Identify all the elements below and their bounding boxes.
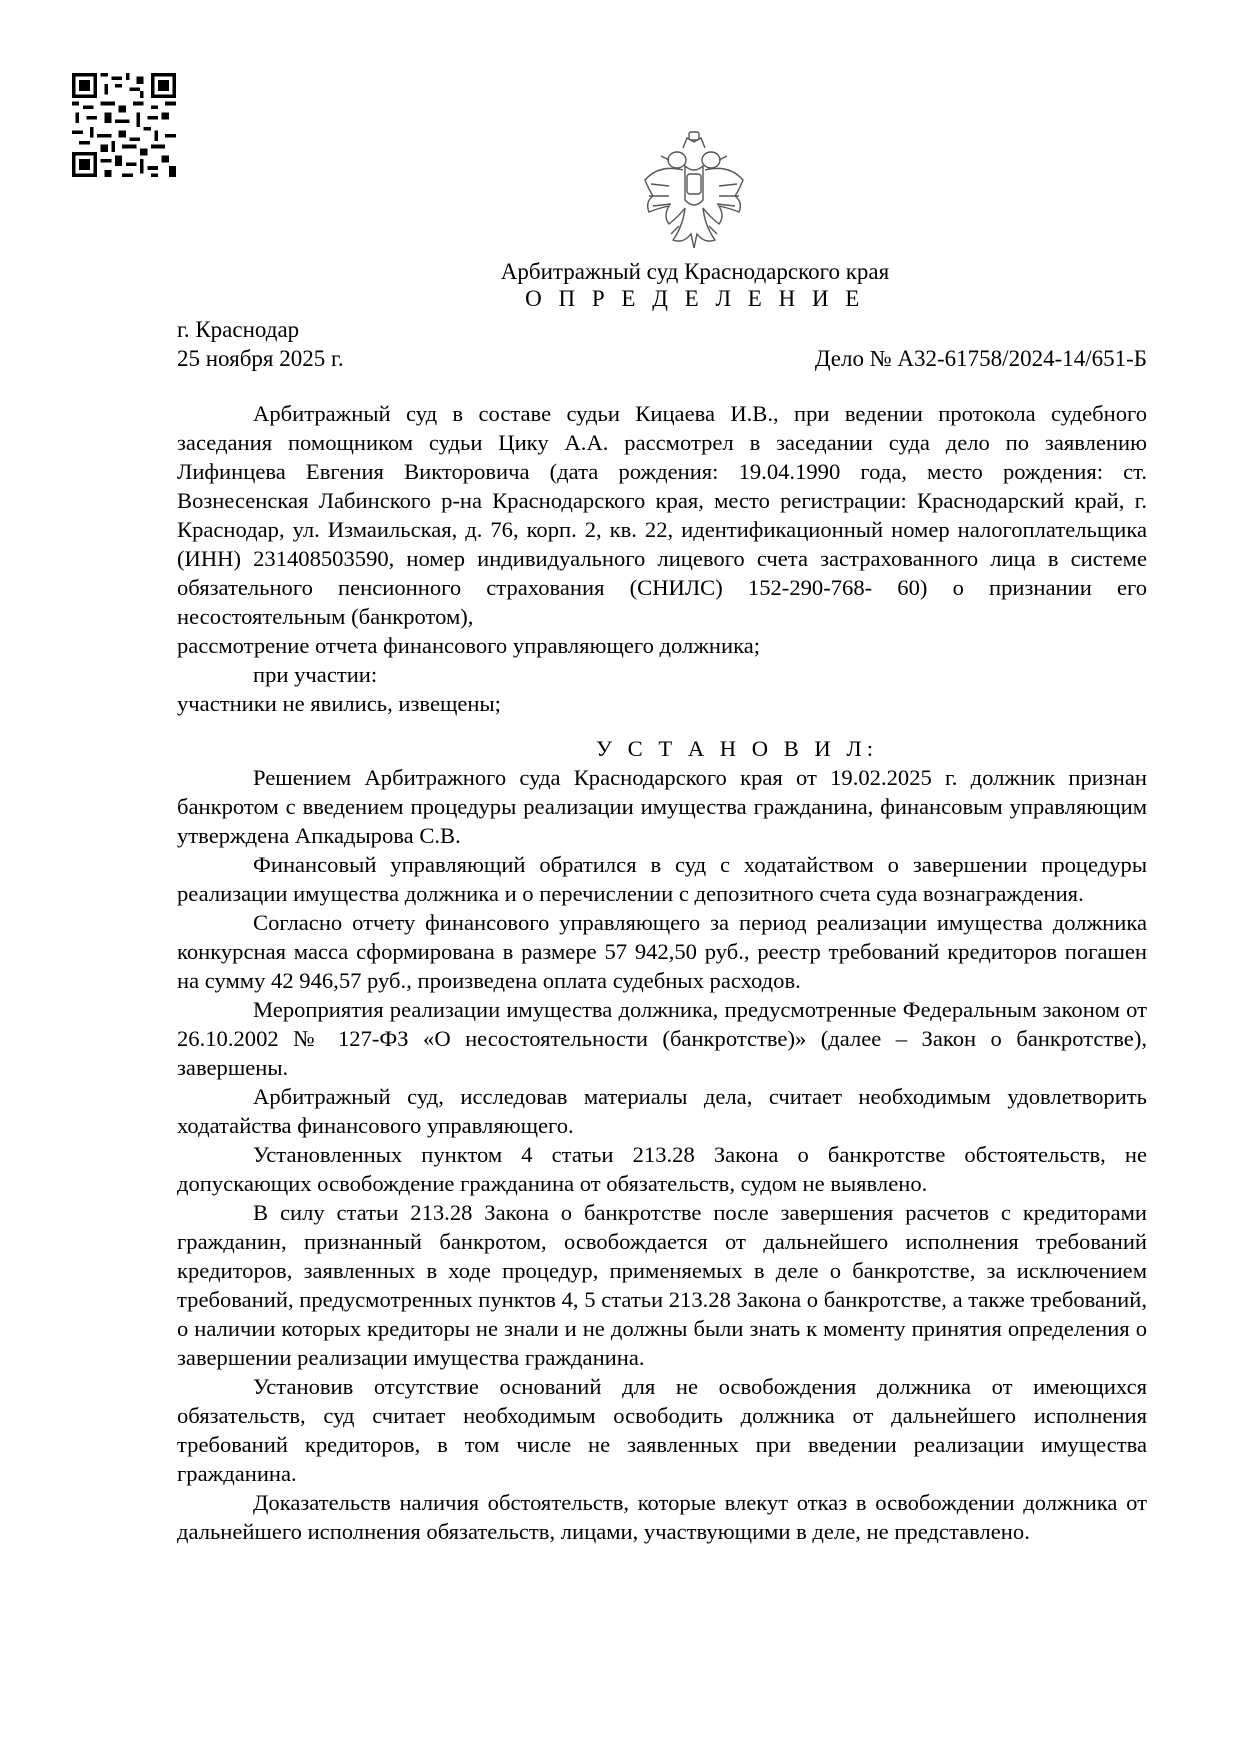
russian-coat-of-arms-icon: [639, 130, 749, 252]
review-line: рассмотрение отчета финансового управляющего должника;: [177, 633, 761, 658]
paragraph: Решением Арбитражного суда Краснодарского края от 19.02.2025 г. должник признан банкротом с введением процедуры реализации имущества гражданина, финансовым управляющим утверждена Апкадырова С.В.: [177, 765, 1147, 848]
paragraph: Установив отсутствие оснований для не освобождения должника от имеющихся обязательств, суд считает необходимым освободить должника от дальнейшего исполнения требований кредиторов, в том числе не заявленных при введении реализации имущества гражданина.: [177, 1374, 1147, 1486]
document-type-title: О П Р Е Д Е Л Е Н И Е: [525, 286, 865, 311]
participation-line: при участии:: [253, 662, 378, 687]
city: г. Краснодар: [177, 317, 300, 342]
paragraph: Финансовый управляющий обратился в суд с ходатайством о завершении процедуры реализации имущества должника и о перечислении с депозитного счета суда вознаграждения.: [177, 852, 1147, 906]
paragraph: Согласно отчету финансового управляющего за период реализации имущества должника конкурсная масса сформирована в размере 57 942,50 руб., реестр требований кредиторов погашен на сумму 42 946,57 руб., произведена оплата судебных расходов.: [177, 910, 1147, 993]
paragraph: Доказательств наличия обстоятельств, которые влекут отказ в освобождении должника от дальнейшего исполнения обязательств, лицами, участвующими в деле, не представлено.: [177, 1490, 1147, 1544]
case-number: Дело № А32-61758/2024-14/651-Б: [814, 346, 1147, 371]
qr-code-icon: [72, 73, 176, 177]
participants-line: участники не явились, извещены;: [177, 691, 501, 716]
paragraph: Арбитражный суд, исследовав материалы дела, считает необходимым удовлетворить ходатайства финансового управляющего.: [177, 1084, 1147, 1138]
court-name: Арбитражный суд Краснодарского края: [500, 259, 890, 284]
established-heading: У С Т А Н О В И Л:: [596, 736, 878, 761]
document-body: [177, 399, 1147, 1546]
paragraph: В силу статьи 213.28 Закона о банкротстве после завершения расчетов с кредиторами гражданин, признанный банкротом, освобождается от дальнейшего исполнения требований кредиторов, заявленных в ходе процедур, применяемых в деле о банкротстве, за исключением требований, предусмотренных пунктов 4, 5 статьи 213.28 Закона о банкротстве, а также требований, о наличии которых кредиторы не знали и не должны были знать к моменту принятия определения о завершении реализации имущества гражданина.: [177, 1200, 1147, 1370]
document-date: 25 ноября 2025 г.: [177, 346, 344, 371]
paragraph: Установленных пунктом 4 статьи 213.28 Закона о банкротстве обстоятельств, не допускающих освобождение гражданина от обязательств, судом не выявлено.: [177, 1142, 1147, 1196]
paragraph: Мероприятия реализации имущества должника, предусмотренные Федеральным законом от 26.10.2002 № 127-ФЗ «О несостоятельности (банкротстве)» (далее – Закон о банкротстве), завершены.: [177, 997, 1147, 1080]
intro-paragraph: Арбитражный суд в составе судьи Кицаева И.В., при ведении протокола судебного заседания помощником судьи Цику А.А. рассмотрел в заседании суда дело по заявлению Лифинцева Евгения Викторовича (дата рождения: 19.04.1990 года, место рождения: ст. Вознесенская Лабинского р-на Краснодарского края, место регистрации: Краснодарский край, г. Краснодар, ул. Измаильская, д. 76, корп. 2, кв. 22, идентификационный номер налогоплательщика (ИНН) 231408503590, номер индивидуального лицевого счета застрахованного лица в системе обязательного пенсионного страхования (СНИЛС) 152-290-768- 60) о признании его несостоятельным (банкротом),: [177, 401, 1147, 629]
